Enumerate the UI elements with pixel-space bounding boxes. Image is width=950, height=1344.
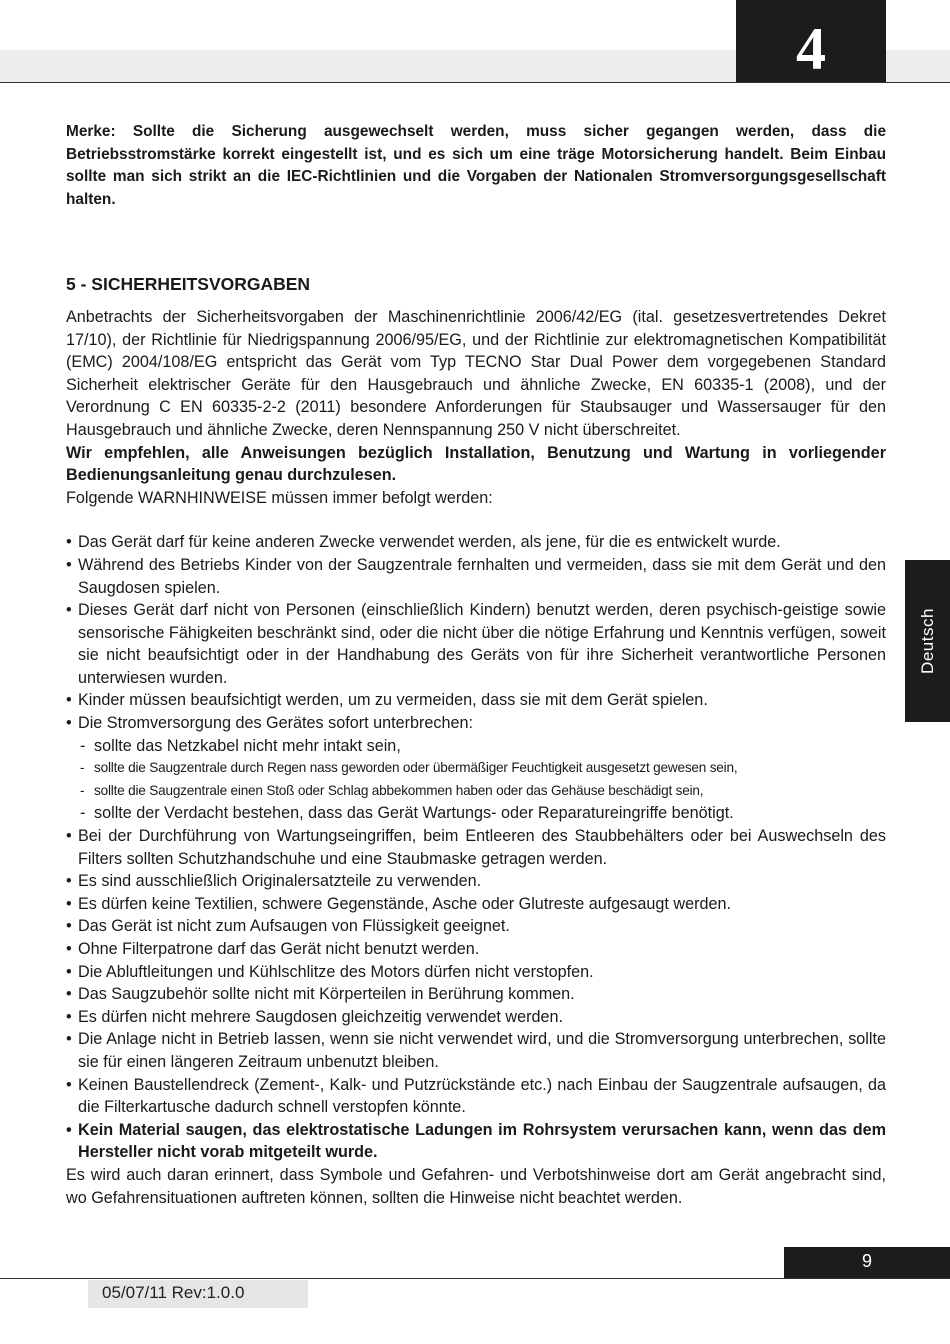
list-item: • Bei der Durchführung von Wartungseingriffen, beim Entleeren des Staubbehälters oder bei Auswechseln des Filters sollten Schutzhandschuhe und eine Staubmaske getragen werden. xyxy=(66,825,886,870)
language-tab xyxy=(905,560,950,722)
list-item: • Es dürfen keine Textilien, schwere Gegenstände, Asche oder Glutreste aufgesaugt werden. xyxy=(66,893,886,916)
sub-list-item: - sollte die Saugzentrale einen Stoß oder Schlag abbekommen haben oder das Gehäuse beschädigt sein, xyxy=(80,780,886,803)
list-item: • Während des Betriebs Kinder von der Saugzentrale fernhalten und vermeiden, dass sie mit dem Gerät und den Saugdosen spielen. xyxy=(66,554,886,599)
chapter-number: 4 xyxy=(796,16,826,82)
fuse-note: Merke: Sollte die Sicherung ausgewechselt werden, muss sicher gegangen werden, dass die Betriebsstromstärke korrekt eingestellt ist, und es sich um eine träge Motorsicherung handelt. Beim Einbau sollte man sich strikt an die IEC-Richtlinien und die Vorgaben der Nationalen Stromversorgungsgesellschaft halten. xyxy=(66,123,886,208)
revision-label: 05/07/11 Rev:1.0.0 xyxy=(102,1283,245,1302)
sub-list-item: - sollte die Saugzentrale durch Regen nass geworden oder übermäßiger Feuchtigkeit ausgesetzt gewesen sein, xyxy=(80,757,886,780)
chapter-marker xyxy=(736,0,886,82)
list-item-power-cutoff xyxy=(66,712,886,825)
list-item: • Es sind ausschließlich Originalersatzteile zu verwenden. xyxy=(66,870,886,893)
sub-list-item: - sollte der Verdacht bestehen, dass das Gerät Wartungs- oder Reparatureingriffe benötigt. xyxy=(80,802,886,825)
list-item: • Es dürfen nicht mehrere Saugdosen gleichzeitig verwendet werden. xyxy=(66,1006,886,1029)
recommendation: Wir empfehlen, alle Anweisungen bezüglich Installation, Benutzung und Wartung in vorliegender Bedienungsanleitung genau durchzulesen. xyxy=(66,443,886,485)
list-item: • Dieses Gerät darf nicht von Personen (einschließlich Kindern) benutzt werden, deren psychisch-geistige sowie sensorische Fähigkeiten beschränkt sind, oder die nicht über die nötige Erfahrung und Kenntnis verfügen, soweit sie nicht beaufsichtigt oder in der Handhabung des Geräts von für ihre Sicherheit verantwortliche Personen unterwiesen wurden. xyxy=(66,599,886,689)
list-item-electrostatic: • Kein Material saugen, das elektrostatische Ladungen im Rohrsystem verursachen kann, wenn das dem Hersteller nicht vorab mitgeteilt wurde. xyxy=(66,1119,886,1164)
list-item: • Das Gerät ist nicht zum Aufsaugen von Flüssigkeit geeignet. xyxy=(66,915,886,938)
warnings-list xyxy=(66,531,886,1164)
list-item-text: Die Stromversorgung des Gerätes sofort unterbrechen: xyxy=(78,714,473,733)
sub-list-item: - sollte das Netzkabel nicht mehr intakt sein, xyxy=(80,735,886,758)
list-item: • Kinder müssen beaufsichtigt werden, um zu vermeiden, dass sie mit dem Gerät spielen. xyxy=(66,689,886,712)
page-number-box xyxy=(784,1247,950,1279)
sub-list xyxy=(78,735,886,825)
list-item: • Ohne Filterpatrone darf das Gerät nicht benutzt werden. xyxy=(66,938,886,961)
warnings-intro: Folgende WARNHINWEISE müssen immer befolgt werden: xyxy=(66,488,493,507)
section-intro: Anbetrachts der Sicherheitsvorgaben der Maschinenrichtlinie 2006/42/EG (ital. gesetzesvertretendes Dekret 17/10), der Richtlinie für Niedrigspannung 2006/95/EG, und der Richtlinie zur elektromagnetischen Kompatibilität (EMC) 2004/108/EG entspricht das Gerät vom Typ TECNO Star Dual Power dem vorgegebenen Standard Sicherheit elektrischer Geräte für den Hausgebrauch und ähnliche Zwecke, EN 60335-1 (2008), und der Verordnung C EN 60335-2-2 (2011) besondere Anforderungen für Staubsauger und Wassersauger für den Hausgebrauch und ähnliche Zwecke, deren Nennspannung 250 V nicht überschreitet. xyxy=(66,307,886,439)
page-content xyxy=(66,121,886,1209)
list-item: • Die Anlage nicht in Betrieb lassen, wenn sie nicht verwendet wird, und die Stromversorgung unterbrechen, sollte sie für einen längeren Zeitraum unbenutzt bleiben. xyxy=(66,1028,886,1073)
list-item: • Das Saugzubehör sollte nicht mit Körperteilen in Berührung kommen. xyxy=(66,983,886,1006)
section-heading: 5 - SICHERHEITSVORGABEN xyxy=(66,274,311,295)
closing-paragraph: Es wird auch daran erinnert, dass Symbole und Gefahren- und Verbotshinweise dort am Gerät angebracht sind, wo Gefahrensituationen auftreten können, sollten die Hinweise nicht beachtet werden. xyxy=(66,1165,886,1207)
list-item: • Keinen Baustellendreck (Zement-, Kalk- und Putzrückstände etc.) nach Einbau der Saugzentrale aufsaugen, da die Filterkartusche dadurch schnell verstopfen könnte. xyxy=(66,1074,886,1119)
revision-box xyxy=(88,1280,308,1308)
list-item: • Das Gerät darf für keine anderen Zwecke verwendet werden, als jene, für die es entwickelt wurde. xyxy=(66,531,886,554)
footer-rule xyxy=(0,1278,950,1279)
page-number: 9 xyxy=(861,1251,872,1271)
language-tab-label: Deutsch xyxy=(917,608,937,674)
list-item: • Die Abluftleitungen und Kühlschlitze des Motors dürfen nicht verstopfen. xyxy=(66,961,886,984)
